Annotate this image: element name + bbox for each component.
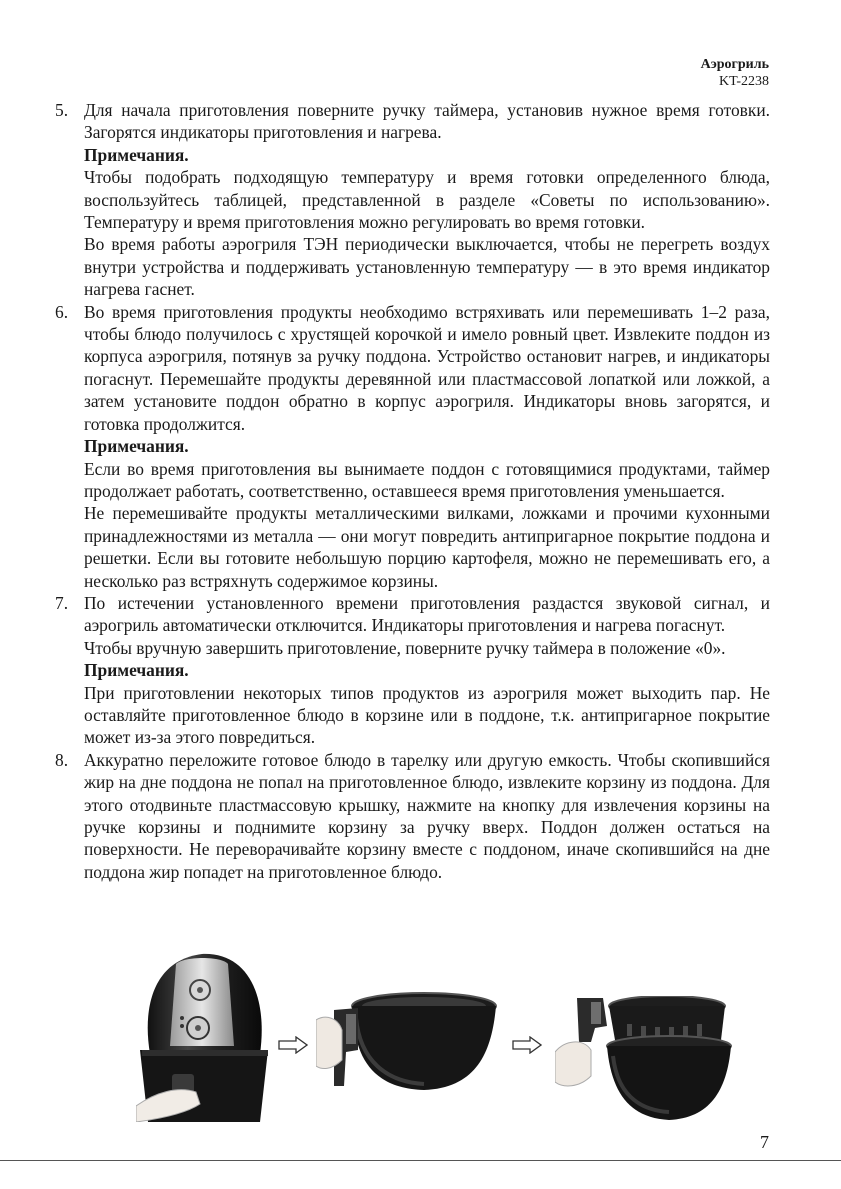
step-7 bbox=[55, 592, 770, 749]
note-text: Не перемешивайте продукты металлическими вилками, ложками и прочими кухонными принадлежностями из металла — они могут повредить антипригарное покрытие поддона и решетки. Если вы готовите небольшую порцию картофеля, можно не перемешивать его, а несколько раз встряхнуть содержимое корзины. bbox=[84, 503, 770, 591]
basket-lifted-from-drawer-photo bbox=[555, 996, 735, 1122]
notes-heading: Примечания. bbox=[84, 660, 189, 681]
notes-heading: Примечания. bbox=[84, 436, 189, 457]
note-text: Чтобы подобрать подходящую температуру и время готовки определенного блюда, воспользуйтесь таблицей, представленной в разделе «Советы по использованию». Температуру и время приготовления можно регулировать во время готовки. bbox=[84, 167, 770, 233]
step-text: По истечении установленного времени приготовления раздастся звуковой сигнал, и аэрогриль автоматически отключится. Индикаторы приготовления и нагрева погаснут. bbox=[84, 592, 770, 636]
page-number: 7 bbox=[760, 1132, 769, 1152]
step-number: 7. bbox=[55, 592, 69, 613]
step-5 bbox=[55, 99, 770, 301]
step-text: Во время приготовления продукты необходимо встряхивать или перемешивать 1–2 раза, чтобы блюдо получилось с хрустящей корочкой и имело ровный цвет. Извлеките поддон из корпуса аэрогриля, потянув за ручку поддона. Устройство остановит нагрев, и индикаторы погаснут. Перемешайте продукты деревянной или пластмассовой лопаткой или ложкой, а затем установите поддон обратно в корпус аэрогриля. Индикаторы вновь загорятся, и готовка продолжится. bbox=[84, 301, 770, 434]
drawer-with-basket-photo bbox=[316, 990, 498, 1096]
step-6 bbox=[55, 301, 770, 592]
note-text: Во время работы аэрогриля ТЭН периодически выключается, чтобы не перегреть воздух внутри устройства и поддерживать установленную температуру — в это время индикатор нагрева гаснет. bbox=[84, 234, 770, 300]
header-model: KT-2238 bbox=[718, 74, 769, 89]
step-text: Для начала приготовления поверните ручку таймера, установив нужное время готовки. Загорятся индикаторы приготовления и нагрева. bbox=[84, 100, 770, 143]
step-number: 5. bbox=[55, 100, 69, 120]
step-8 bbox=[55, 749, 770, 883]
step-number: 8. bbox=[55, 749, 69, 770]
note-text: При приготовлении некоторых типов продуктов из аэрогриля может выходить пар. Не оставляйте приготовленное блюдо в корзине или в поддоне, т.к. антипригарное покрытие может из-за этого повредиться. bbox=[84, 682, 770, 748]
step-number: 6. bbox=[55, 301, 69, 322]
bottom-rule bbox=[0, 1160, 841, 1161]
arrow-right-icon bbox=[278, 1036, 308, 1054]
note-text: Если во время приготовления вы вынимаете поддон с готовящимися продуктами, таймер продолжает работать, соответственно, оставшееся время приготовления уменьшается. bbox=[84, 458, 770, 501]
step-text: Аккуратно переложите готовое блюдо в тарелку или другую емкость. Чтобы скопившийся жир на дне поддона не попал на приготовленное блюдо, извлеките корзину из поддона. Для этого отодвиньте пластмассовую крышку, нажмите на кнопку для извлечения корзины на ручке корзины и поднимите корзину за ручку вверх. Поддон должен остаться на поверхности. Не переворачивайте корзину вместе с поддоном, иначе скопившийся на дне поддона жир попадет на приготовленное блюдо. bbox=[84, 749, 770, 882]
arrow-right-icon bbox=[512, 1036, 542, 1054]
header-brand: Аэрогриль bbox=[700, 57, 769, 72]
notes-heading: Примечания. bbox=[84, 144, 189, 165]
air-fryer-pull-drawer-photo bbox=[136, 946, 274, 1122]
step-text: Чтобы вручную завершить приготовление, поверните ручку таймера в положение «0». bbox=[84, 637, 726, 658]
running-header bbox=[701, 56, 769, 90]
instructions-body bbox=[55, 99, 770, 883]
